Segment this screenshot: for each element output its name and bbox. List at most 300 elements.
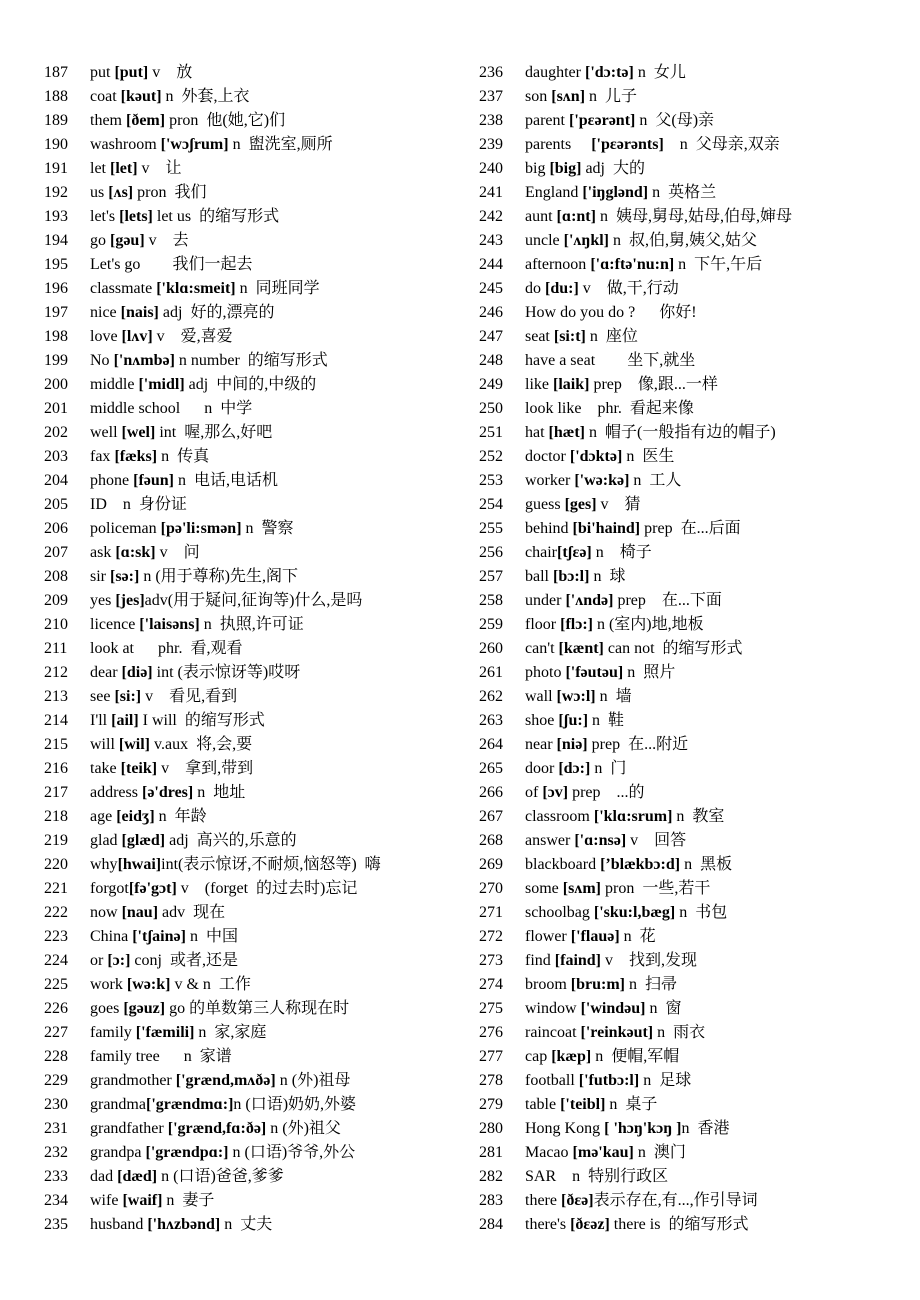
entry-number: 234 <box>44 1192 68 1209</box>
entry-definition: v (forget 的过去时)忘记 <box>176 880 358 897</box>
entry-number: 247 <box>479 328 503 345</box>
entry-pronunciation: [kəut] <box>120 88 162 105</box>
entry-definition: n 教室 <box>672 808 725 825</box>
entry-definition: n 花 <box>619 928 656 945</box>
vocab-entry <box>44 205 464 229</box>
entry-number: 214 <box>44 712 68 729</box>
entry-number: 237 <box>479 88 503 105</box>
entry-text <box>525 997 681 1021</box>
entry-pronunciation: ['windəu] <box>580 1000 646 1017</box>
entry-definition: n 扫帚 <box>625 976 678 993</box>
entry-definition: n 桌子 <box>605 1096 658 1113</box>
entry-word: them <box>90 112 126 129</box>
entry-text <box>90 685 237 709</box>
entry-number: 213 <box>44 688 68 705</box>
vocab-entry <box>479 853 909 877</box>
vocab-entry <box>44 925 464 949</box>
entry-word: work <box>90 976 127 993</box>
entry-pronunciation: ['futbɔ:l] <box>578 1072 640 1089</box>
entry-number: 209 <box>44 592 68 609</box>
entry-definition: v 做,干,行动 <box>578 280 679 297</box>
entry-number: 263 <box>479 712 503 729</box>
entry-word: worker <box>525 472 575 489</box>
entry-pronunciation: ['grænd,fɑ:ðə] <box>167 1120 267 1137</box>
entry-definition: v 让 <box>137 160 182 177</box>
entry-word: photo <box>525 664 566 681</box>
vocab-entry <box>479 181 909 205</box>
entry-number: 227 <box>44 1024 68 1041</box>
entry-text <box>90 157 182 181</box>
vocab-entry <box>44 541 464 565</box>
entry-pronunciation: ['fəutəu] <box>565 664 624 681</box>
entry-number: 193 <box>44 208 68 225</box>
entry-word: take <box>90 760 121 777</box>
entry-word: love <box>90 328 122 345</box>
entry-text <box>90 541 200 565</box>
entry-pronunciation: [nau] <box>121 904 159 921</box>
entry-pronunciation: ['pεərənts] <box>591 136 664 153</box>
vocab-entry <box>479 421 909 445</box>
entry-pronunciation: [ʼblækbɔ:d] <box>600 856 681 873</box>
entry-text <box>90 637 242 661</box>
entry-text <box>90 421 272 445</box>
entry-definition: n 雨衣 <box>653 1024 706 1041</box>
entry-number: 258 <box>479 592 503 609</box>
entry-definition: adj 好的,漂亮的 <box>158 304 275 321</box>
entry-text <box>90 229 189 253</box>
entry-number: 208 <box>44 568 68 585</box>
entry-text <box>90 877 357 901</box>
entry-definition: n 黑板 <box>680 856 733 873</box>
entry-word: look at <box>90 640 134 657</box>
entry-text <box>90 829 297 853</box>
entry-word: let's <box>90 208 120 225</box>
entry-number: 250 <box>479 400 503 417</box>
entry-definition: int 喔,那么,好吧 <box>155 424 273 441</box>
vocab-entry <box>44 1021 464 1045</box>
entry-word: grandma <box>90 1096 146 1113</box>
entry-definition: v 看见,看到 <box>141 688 238 705</box>
vocab-entry <box>44 1093 464 1117</box>
entry-definition: pron 一些,若干 <box>601 880 711 897</box>
entry-number: 195 <box>44 256 68 273</box>
entry-number: 276 <box>479 1024 503 1041</box>
entry-definition: I will 的缩写形式 <box>138 712 265 729</box>
entry-pronunciation: [dɔ:] <box>558 760 591 777</box>
entry-pronunciation: ['ʌndə] <box>565 592 614 609</box>
entry-text <box>525 1141 686 1165</box>
entry-pronunciation: [pə'li:smən] <box>160 520 242 537</box>
entry-number: 229 <box>44 1072 68 1089</box>
vocab-column-right <box>479 61 909 1237</box>
entry-definition: phr. 看起来像 <box>581 400 694 417</box>
entry-number: 204 <box>44 472 68 489</box>
entry-text <box>525 1165 668 1189</box>
entry-definition: v 拿到,带到 <box>157 760 254 777</box>
entry-pronunciation: [mə'kau] <box>572 1144 634 1161</box>
entry-number: 217 <box>44 784 68 801</box>
entry-pronunciation: [fæks] <box>114 448 158 465</box>
vocab-entry <box>44 181 464 205</box>
entry-text <box>525 805 724 829</box>
entry-word: answer <box>525 832 575 849</box>
entry-definition: v 问 <box>155 544 200 561</box>
entry-text <box>525 613 704 637</box>
vocab-entry <box>44 877 464 901</box>
entry-word: forgot <box>90 880 129 897</box>
entry-definition: prep 在...后面 <box>640 520 741 537</box>
entry-definition: n (用于尊称)先生,阁下 <box>139 568 298 585</box>
vocab-entry <box>479 733 909 757</box>
vocab-entry <box>479 901 909 925</box>
entry-number: 187 <box>44 64 68 81</box>
entry-number: 190 <box>44 136 68 153</box>
entry-text <box>90 733 252 757</box>
entry-definition: n 叔,伯,舅,姨父,姑父 <box>609 232 758 249</box>
entry-definition: there is 的缩写形式 <box>609 1216 749 1233</box>
entry-text <box>525 253 762 277</box>
entry-number: 277 <box>479 1048 503 1065</box>
entry-pronunciation: ['ʌŋkl] <box>563 232 609 249</box>
entry-word: parent <box>525 112 569 129</box>
vocab-entry <box>479 805 909 829</box>
entry-text <box>525 1117 729 1141</box>
entry-definition: n 墙 <box>595 688 632 705</box>
entry-pronunciation: ['klɑ:srum] <box>593 808 673 825</box>
entry-text <box>525 517 741 541</box>
entry-definition: n 英格兰 <box>648 184 717 201</box>
entry-definition: v.aux 将,会,要 <box>150 736 253 753</box>
entry-pronunciation: [nais] <box>120 304 159 321</box>
entry-text <box>90 1069 350 1093</box>
entry-word: let <box>90 160 110 177</box>
entry-text <box>90 1021 266 1045</box>
entry-word: doctor <box>525 448 570 465</box>
entry-word: coat <box>90 88 121 105</box>
entry-pronunciation: ['dɔktə] <box>569 448 623 465</box>
entry-pronunciation: [hwai] <box>117 856 162 873</box>
entry-text <box>525 901 727 925</box>
vocab-entry <box>44 853 464 877</box>
entry-definition: pron 他(她,它)们 <box>165 112 286 129</box>
vocab-entry <box>44 685 464 709</box>
entry-text <box>90 1093 356 1117</box>
entry-pronunciation: [ail] <box>111 712 139 729</box>
entry-text <box>90 301 274 325</box>
vocab-entry <box>479 1093 909 1117</box>
entry-pronunciation: [kæp] <box>551 1048 592 1065</box>
entry-definition: prep 像,跟...一样 <box>589 376 718 393</box>
vocab-entry <box>44 805 464 829</box>
entry-pronunciation: [let] <box>110 160 138 177</box>
entry-text <box>525 397 694 421</box>
entry-text <box>525 277 679 301</box>
entry-definition: n (口语)爷爷,外公 <box>228 1144 356 1161</box>
entry-text <box>525 973 677 997</box>
entry-word: washroom <box>90 136 161 153</box>
entry-number: 198 <box>44 328 68 345</box>
vocab-entry <box>44 589 464 613</box>
entry-pronunciation: [kænt] <box>558 640 604 657</box>
entry-definition: n 便帽,军帽 <box>591 1048 680 1065</box>
entry-number: 241 <box>479 184 503 201</box>
entry-number: 232 <box>44 1144 68 1161</box>
entry-pronunciation: [ðεə] <box>560 1192 594 1209</box>
vocab-entry <box>44 277 464 301</box>
vocab-entry <box>479 205 909 229</box>
entry-number: 269 <box>479 856 503 873</box>
entry-definition: let us 的缩写形式 <box>152 208 280 225</box>
entry-number: 230 <box>44 1096 68 1113</box>
entry-number: 281 <box>479 1144 503 1161</box>
entry-definition: n 家,家庭 <box>194 1024 267 1041</box>
entry-text <box>525 445 674 469</box>
entry-word: nice <box>90 304 121 321</box>
entry-word: cap <box>525 1048 552 1065</box>
entry-word: us <box>90 184 109 201</box>
entry-text <box>90 901 225 925</box>
entry-pronunciation: [ 'hɔŋ'kɔŋ ] <box>604 1120 682 1137</box>
entry-text <box>525 877 710 901</box>
entry-pronunciation: [wə:k] <box>126 976 171 993</box>
entry-definition: n 照片 <box>623 664 676 681</box>
entry-number: 249 <box>479 376 503 393</box>
entry-definition: adv(用于疑问,征询等)什么,是吗 <box>144 592 363 609</box>
vocab-entry <box>44 421 464 445</box>
entry-word: Hong Kong <box>525 1120 605 1137</box>
entry-pronunciation: ['klɑ:smeit] <box>156 280 236 297</box>
entry-number: 245 <box>479 280 503 297</box>
vocab-entry <box>44 1141 464 1165</box>
entry-text <box>90 397 252 421</box>
entry-pronunciation: ['iŋglənd] <box>582 184 649 201</box>
entry-definition: 坐下,就坐 <box>595 352 696 369</box>
entry-definition: v & n 工作 <box>170 976 251 993</box>
entry-definition: n 书包 <box>675 904 728 921</box>
entry-pronunciation: [si:t] <box>553 328 586 345</box>
vocab-entry <box>479 661 909 685</box>
entry-pronunciation: ['laisəns] <box>139 616 200 633</box>
entry-number: 223 <box>44 928 68 945</box>
vocab-entry <box>479 1213 909 1237</box>
entry-word: ask <box>90 544 116 561</box>
entry-text <box>525 853 732 877</box>
entry-number: 282 <box>479 1168 503 1185</box>
vocab-entry <box>479 613 909 637</box>
entry-definition: n 球 <box>589 568 626 585</box>
entry-text <box>90 1213 272 1237</box>
vocab-entry <box>44 637 464 661</box>
entry-word: son <box>525 88 552 105</box>
entry-word: football <box>525 1072 579 1089</box>
entry-pronunciation: [wɔ:l] <box>556 688 596 705</box>
entry-definition: v 猜 <box>596 496 641 513</box>
entry-pronunciation: [dæd] <box>117 1168 158 1185</box>
entry-definition: go 的单数第三人称现在时 <box>165 1000 350 1017</box>
entry-word: aunt <box>525 208 557 225</box>
entry-pronunciation: [diə] <box>121 664 153 681</box>
entry-definition: prep 在...附近 <box>587 736 689 753</box>
entry-number: 219 <box>44 832 68 849</box>
entry-number: 235 <box>44 1216 68 1233</box>
entry-text <box>525 109 714 133</box>
vocab-column-left <box>44 61 464 1237</box>
entry-text <box>525 373 718 397</box>
entry-word: put <box>90 64 115 81</box>
entry-text <box>525 301 697 325</box>
vocab-entry <box>479 973 909 997</box>
entry-pronunciation: ['wə:kə] <box>574 472 630 489</box>
entry-word: family <box>90 1024 136 1041</box>
vocab-entry <box>479 469 909 493</box>
entry-number: 272 <box>479 928 503 945</box>
entry-number: 226 <box>44 1000 68 1017</box>
entry-definition: prep ...的 <box>568 784 645 801</box>
entry-word: family tree <box>90 1048 160 1065</box>
entry-word: Macao <box>525 1144 573 1161</box>
entry-number: 215 <box>44 736 68 753</box>
entry-text <box>90 61 192 85</box>
entry-number: 220 <box>44 856 68 873</box>
vocab-entry <box>479 445 909 469</box>
entry-word: see <box>90 688 115 705</box>
entry-pronunciation: [gəu] <box>110 232 145 249</box>
entry-word: daughter <box>525 64 585 81</box>
vocab-entry <box>479 349 909 373</box>
entry-text <box>90 205 279 229</box>
entry-pronunciation: [ə'dres] <box>141 784 194 801</box>
entry-text <box>90 949 238 973</box>
entry-word: why <box>90 856 118 873</box>
vocab-entry <box>44 1045 464 1069</box>
entry-pronunciation: ['grænd,mʌðə] <box>175 1072 276 1089</box>
vocab-entry <box>479 685 909 709</box>
vocab-entry <box>479 1021 909 1045</box>
entry-text <box>90 853 381 877</box>
entry-text <box>90 781 245 805</box>
entry-text <box>525 133 780 157</box>
vocab-entry <box>44 325 464 349</box>
entry-word: chair <box>525 544 557 561</box>
entry-text <box>90 133 333 157</box>
vocab-entry <box>44 829 464 853</box>
entry-text <box>90 613 304 637</box>
entry-number: 224 <box>44 952 68 969</box>
entry-word: China <box>90 928 133 945</box>
vocab-entry <box>479 709 909 733</box>
vocab-entry <box>44 781 464 805</box>
entry-word: broom <box>525 976 571 993</box>
entry-word: now <box>90 904 122 921</box>
entry-word: grandfather <box>90 1120 168 1137</box>
entry-definition: n 儿子 <box>585 88 638 105</box>
entry-word: I'll <box>90 712 112 729</box>
entry-definition: n 警察 <box>241 520 294 537</box>
entry-definition: n 门 <box>590 760 627 777</box>
entry-number: 259 <box>479 616 503 633</box>
entry-text <box>525 637 743 661</box>
entry-number: 267 <box>479 808 503 825</box>
entry-word: uncle <box>525 232 564 249</box>
entry-number: 228 <box>44 1048 68 1065</box>
entry-definition: n 家谱 <box>159 1048 232 1065</box>
entry-word: SAR <box>525 1168 557 1185</box>
entry-pronunciation: ['pεərənt] <box>568 112 636 129</box>
entry-text <box>90 181 206 205</box>
entry-number: 206 <box>44 520 68 537</box>
entry-definition: n 中国 <box>185 928 238 945</box>
entry-pronunciation: [si:] <box>114 688 142 705</box>
entry-text <box>90 1117 341 1141</box>
entry-definition: conj 或者,还是 <box>130 952 238 969</box>
entry-definition: n 工人 <box>629 472 682 489</box>
entry-pronunciation: ['wɔʃrum] <box>160 136 229 153</box>
vocab-entry <box>479 1165 909 1189</box>
entry-word: yes <box>90 592 116 609</box>
entry-number: 284 <box>479 1216 503 1233</box>
entry-word: age <box>90 808 117 825</box>
vocab-entry <box>44 733 464 757</box>
entry-text <box>90 1189 214 1213</box>
entry-pronunciation: [laik] <box>553 376 590 393</box>
entry-text <box>90 709 265 733</box>
entry-pronunciation: ['dɔ:tə] <box>584 64 634 81</box>
entry-word: middle <box>90 376 139 393</box>
entry-pronunciation: ['fæmili] <box>135 1024 195 1041</box>
entry-pronunciation: [lʌv] <box>121 328 153 345</box>
entry-word: schoolbag <box>525 904 594 921</box>
entry-word: well <box>90 424 122 441</box>
entry-text <box>90 757 253 781</box>
entry-pronunciation: ['grændpɑ:] <box>145 1144 229 1161</box>
entry-word: grandpa <box>90 1144 146 1161</box>
entry-text <box>90 589 362 613</box>
entry-text <box>90 469 278 493</box>
entry-text <box>90 517 294 541</box>
entry-definition: n 外套,上衣 <box>161 88 250 105</box>
entry-definition: n 医生 <box>622 448 675 465</box>
entry-word: find <box>525 952 555 969</box>
entry-definition: adj 高兴的,乐意的 <box>165 832 297 849</box>
vocab-entry <box>44 349 464 373</box>
entry-definition: pron 我们 <box>133 184 207 201</box>
entry-pronunciation: [bru:m] <box>570 976 625 993</box>
entry-number: 197 <box>44 304 68 321</box>
entry-number: 200 <box>44 376 68 393</box>
entry-text <box>90 373 316 397</box>
vocab-entry <box>479 1045 909 1069</box>
vocab-entry <box>44 493 464 517</box>
entry-definition: adj 中间的,中级的 <box>184 376 317 393</box>
entry-text <box>525 757 626 781</box>
entry-pronunciation: ['ɑ:nsə] <box>574 832 627 849</box>
vocab-entry <box>44 517 464 541</box>
vocab-entry <box>479 949 909 973</box>
entry-text <box>525 781 645 805</box>
entry-definition: can not 的缩写形式 <box>603 640 743 657</box>
entry-word: under <box>525 592 566 609</box>
entry-number: 270 <box>479 880 503 897</box>
entry-word: there's <box>525 1216 571 1233</box>
entry-definition: int(表示惊讶,不耐烦,恼怒等) 嗨 <box>161 856 381 873</box>
entry-text <box>90 1045 232 1069</box>
entry-pronunciation: [ges] <box>564 496 597 513</box>
vocab-entry <box>44 445 464 469</box>
vocab-entry <box>44 85 464 109</box>
entry-number: 212 <box>44 664 68 681</box>
entry-text <box>90 85 250 109</box>
entry-number: 274 <box>479 976 503 993</box>
